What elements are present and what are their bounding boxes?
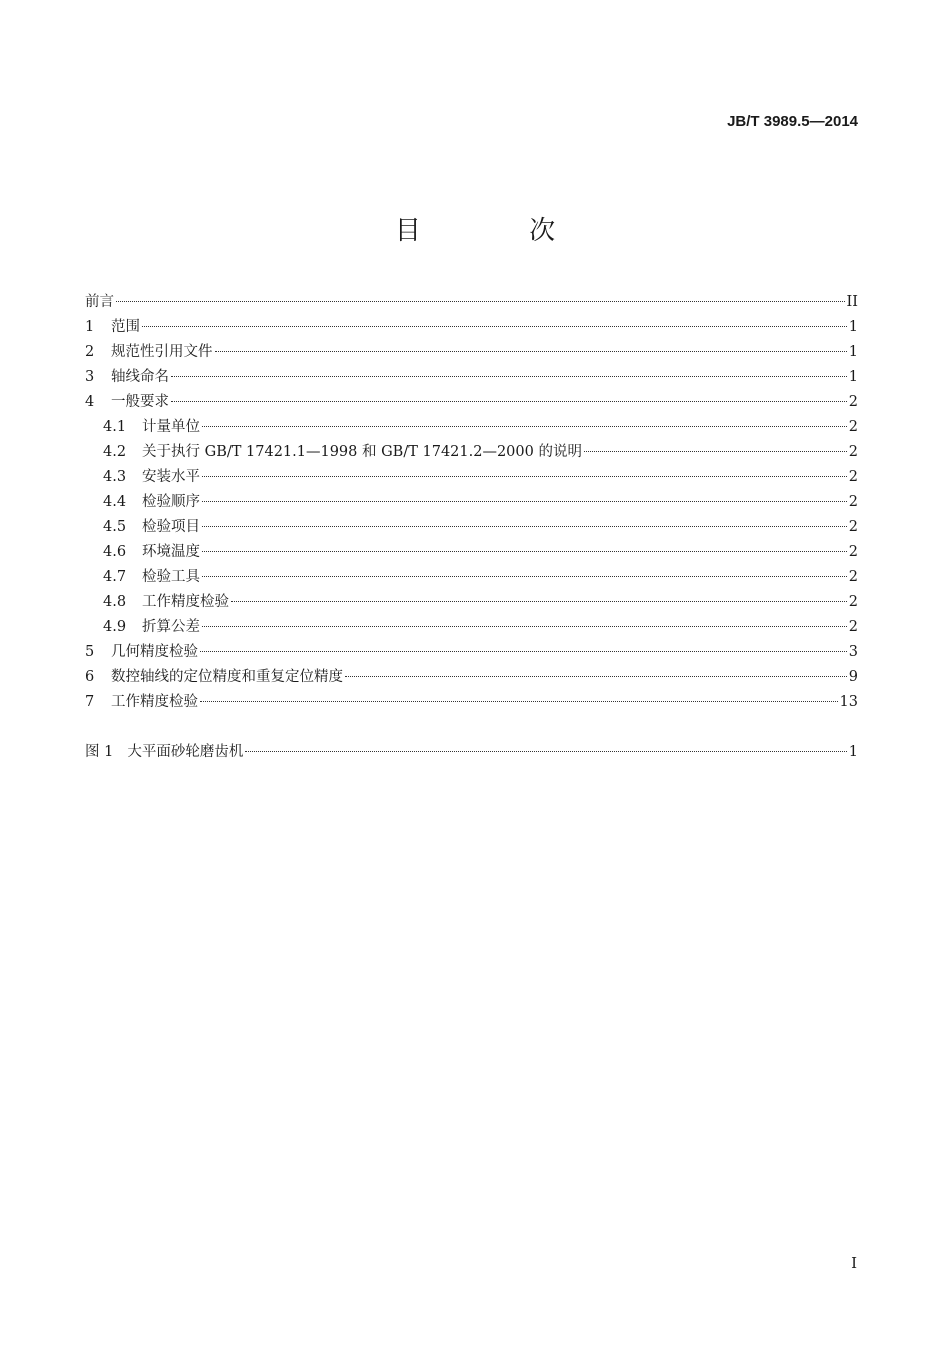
- toc-entry-label: 安装水平: [142, 469, 200, 485]
- toc-entry[interactable]: [85, 590, 858, 615]
- toc-entry-label: 环境温度: [142, 544, 200, 560]
- toc-entry-label: 前言: [85, 294, 114, 310]
- toc-entry-label: 计量单位: [142, 419, 200, 435]
- toc-entry[interactable]: [85, 365, 858, 390]
- dot-leader: [171, 401, 847, 402]
- toc-entry-label: 规范性引用文件: [111, 344, 213, 360]
- toc-entry-page: 2: [848, 419, 858, 435]
- toc-entry[interactable]: [85, 415, 858, 440]
- toc-entry-number: 4.4: [103, 494, 127, 510]
- toc-entry-label: 关于执行 GB/T 17421.1—1998 和 GB/T 17421.2—2000 的说明: [142, 444, 582, 460]
- toc-entry[interactable]: [85, 390, 858, 415]
- toc-entry-page: 2: [848, 569, 858, 585]
- toc-entry[interactable]: [85, 540, 858, 565]
- dot-leader: [202, 551, 847, 552]
- toc-entry-label: 检验项目: [142, 519, 200, 535]
- toc-entry[interactable]: [85, 665, 858, 690]
- dot-leader: [202, 626, 847, 627]
- toc-entry-page: 1: [848, 369, 858, 385]
- toc-entry-number: 4.3: [103, 469, 127, 485]
- toc-entry-number: 4.7: [103, 569, 127, 585]
- toc-entry-page: 2: [848, 519, 858, 535]
- page-number: I: [851, 1254, 857, 1272]
- toc-entry[interactable]: [85, 640, 858, 665]
- toc-entry-page: 1: [848, 344, 858, 360]
- toc-entry-number: 3: [85, 369, 95, 385]
- toc-entry[interactable]: [85, 740, 858, 765]
- toc-entry-page: 2: [848, 619, 858, 635]
- toc-entry[interactable]: [85, 515, 858, 540]
- toc-entry-page: 3: [848, 644, 858, 660]
- toc-entry-number: 4.1: [103, 419, 127, 435]
- toc-entry-page: II: [846, 294, 858, 310]
- toc-entry-page: 1: [848, 744, 858, 760]
- toc-entry-page: 9: [848, 669, 858, 685]
- toc-entry[interactable]: [85, 690, 858, 715]
- toc-entry-page: 1: [848, 319, 858, 335]
- toc-entry-number: 4.8: [103, 594, 127, 610]
- toc-entry[interactable]: [85, 490, 858, 515]
- toc-entry-number: 4: [85, 394, 95, 410]
- dot-leader: [200, 651, 847, 652]
- toc-entry-page: 2: [848, 544, 858, 560]
- dot-leader: [345, 676, 847, 677]
- toc-entry[interactable]: [85, 440, 858, 465]
- dot-leader: [202, 501, 847, 502]
- toc-entry-number: 7: [85, 694, 95, 710]
- toc-entry-number: 2: [85, 344, 95, 360]
- toc-entry[interactable]: [85, 315, 858, 340]
- toc-entry-page: 2: [848, 394, 858, 410]
- dot-leader: [116, 301, 845, 302]
- toc-entry-page: 2: [848, 469, 858, 485]
- dot-leader: [202, 476, 847, 477]
- dot-leader: [202, 526, 847, 527]
- toc-entry-label: 一般要求: [111, 394, 169, 410]
- toc-entry-page: 2: [848, 594, 858, 610]
- toc-entry[interactable]: [85, 340, 858, 365]
- toc-entry-label: 数控轴线的定位精度和重复定位精度: [111, 669, 343, 685]
- dot-leader: [245, 751, 846, 752]
- toc-entry-label: 工作精度检验: [142, 594, 229, 610]
- toc-entry-number: 4.6: [103, 544, 127, 560]
- toc-entry-label: 范围: [111, 319, 140, 335]
- toc-entry[interactable]: [85, 290, 858, 315]
- toc-entry-label: 检验顺序: [142, 494, 200, 510]
- table-of-contents: [85, 290, 858, 765]
- dot-leader: [202, 426, 847, 427]
- dot-leader: [200, 701, 838, 702]
- toc-entry-number: 1: [85, 319, 95, 335]
- dot-leader: [215, 351, 847, 352]
- toc-entry[interactable]: [85, 565, 858, 590]
- toc-entry-label: 轴线命名: [111, 369, 169, 385]
- toc-entry-number: 4.5: [103, 519, 127, 535]
- toc-entry-number: 5: [85, 644, 95, 660]
- page-title: 目 次: [394, 216, 606, 246]
- toc-entry-number: 4.9: [103, 619, 127, 635]
- toc-entry-page: 2: [848, 444, 858, 460]
- standard-number: JB/T 3989.5—2014: [727, 113, 858, 130]
- toc-entry-page: 2: [848, 494, 858, 510]
- dot-leader: [142, 326, 847, 327]
- toc-entry-label: 几何精度检验: [111, 644, 198, 660]
- dot-leader: [171, 376, 847, 377]
- toc-entry-label: 检验工具: [142, 569, 200, 585]
- dot-leader: [231, 601, 847, 602]
- toc-entry-number: 6: [85, 669, 95, 685]
- toc-entry-page: 13: [839, 694, 858, 710]
- dot-leader: [584, 451, 847, 452]
- toc-entry-number: 图 1: [85, 744, 114, 760]
- toc-entry-label: 折算公差: [142, 619, 200, 635]
- dot-leader: [202, 576, 847, 577]
- toc-entry[interactable]: [85, 615, 858, 640]
- toc-entry[interactable]: [85, 465, 858, 490]
- toc-entry-label: 大平面砂轮磨齿机: [127, 744, 244, 760]
- toc-entry-label: 工作精度检验: [111, 694, 198, 710]
- toc-entry-number: 4.2: [103, 444, 127, 460]
